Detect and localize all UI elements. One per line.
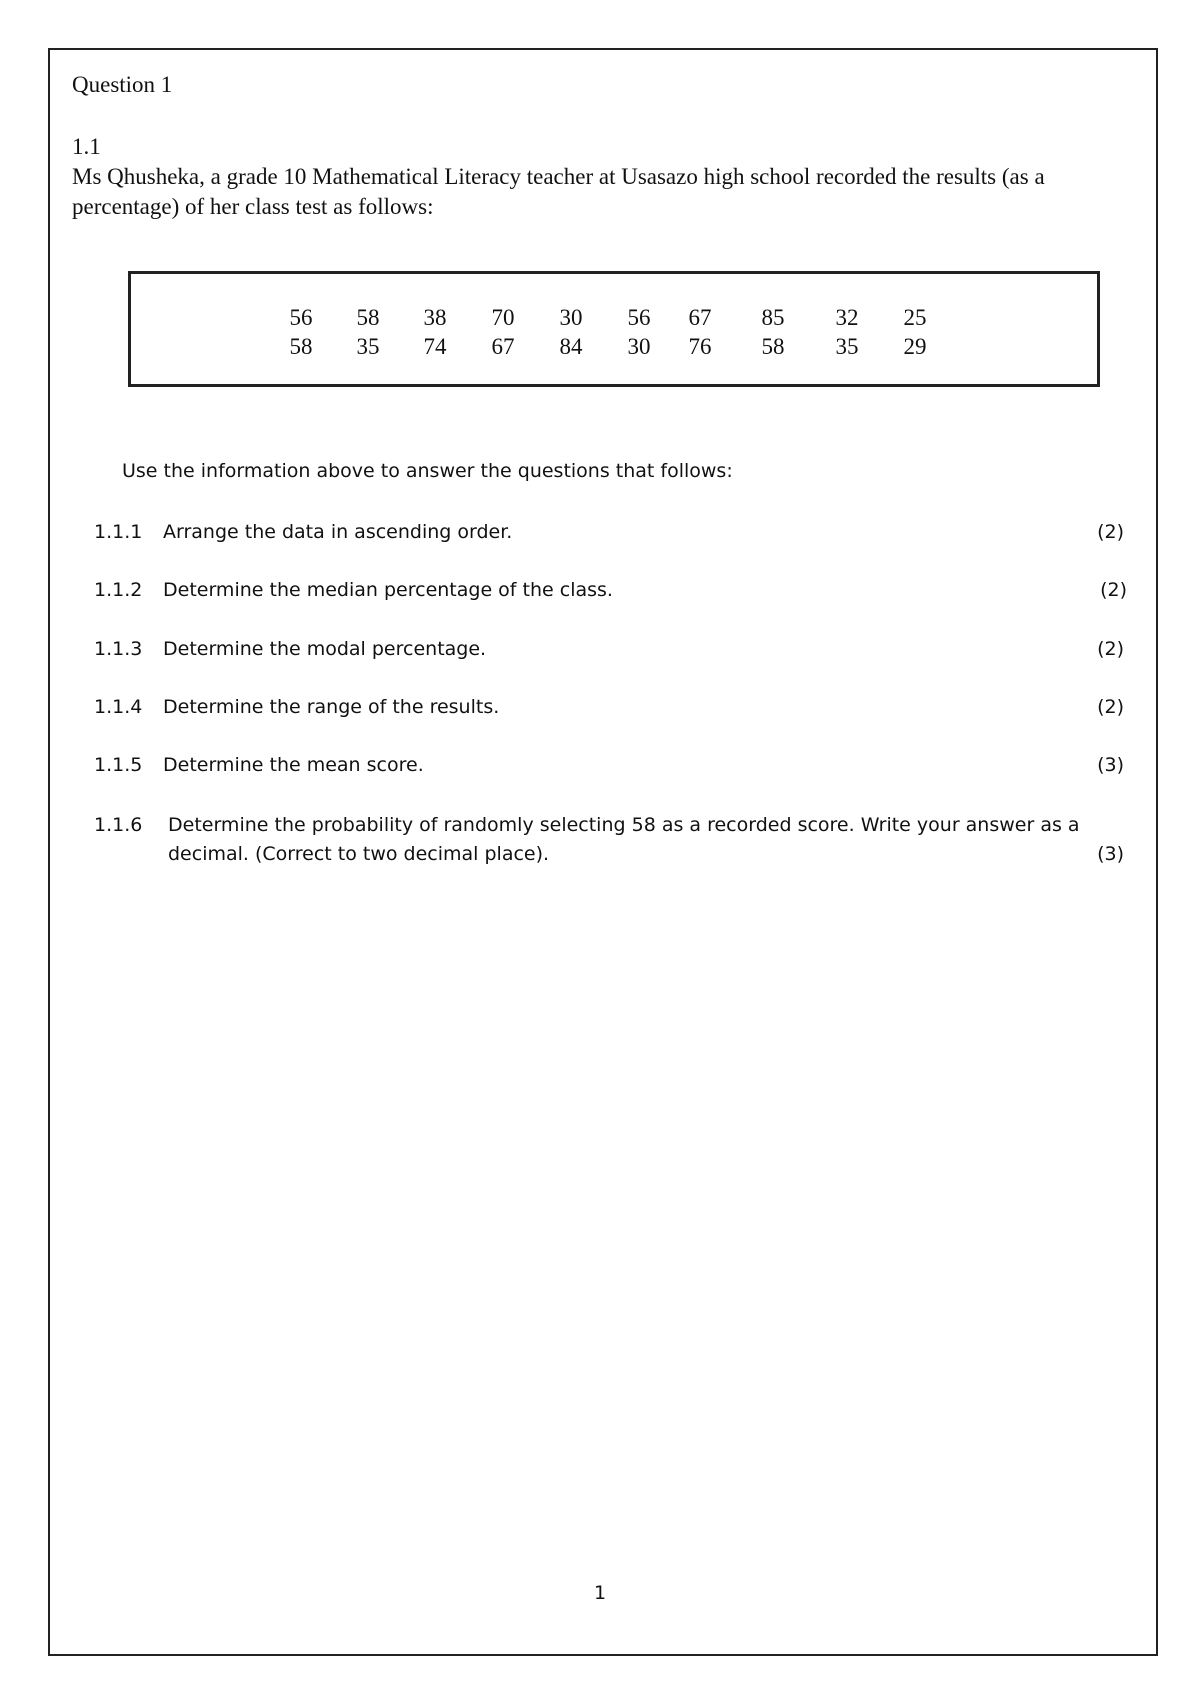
data-row (131, 333, 1097, 361)
data-value: 58 (289, 334, 313, 359)
data-row (131, 304, 1097, 332)
question-marks: (3) (1097, 754, 1124, 776)
data-value: 32 (835, 305, 859, 330)
data-value: 74 (423, 334, 447, 359)
data-value: 35 (835, 334, 859, 359)
sub-question-number: 1.1 (72, 134, 101, 159)
question-text: Determine the mean score. (163, 754, 424, 776)
data-value: 29 (903, 334, 927, 359)
data-value: 70 (491, 305, 515, 330)
question-text: Determine the modal percentage. (163, 638, 487, 660)
question-text: Determine the probability of randomly selecting 58 as a recorded score. Write your answer as a decimal. (Correct to two decimal place). (168, 814, 1080, 865)
data-value: 67 (491, 334, 515, 359)
data-value: 35 (356, 334, 380, 359)
data-value: 30 (559, 305, 583, 330)
data-value: 85 (761, 305, 785, 330)
data-value: 56 (627, 305, 651, 330)
question-text: Determine the median percentage of the class. (163, 579, 613, 601)
intro-paragraph: Ms Qhusheka, a grade 10 Mathematical Literacy teacher at Usasazo high school recorded the results (as a percentage) of her class test as follows: (72, 164, 1045, 219)
question-number: 1.1.6 (94, 814, 143, 836)
question-text: Arrange the data in ascending order. (163, 521, 513, 543)
question-marks: (2) (1097, 638, 1124, 660)
data-value: 76 (688, 334, 712, 359)
page-number: 1 (593, 1582, 607, 1604)
data-value: 58 (761, 334, 785, 359)
data-value: 84 (559, 334, 583, 359)
question-number: 1.1.1 (94, 521, 143, 543)
question-marks: (2) (1097, 696, 1124, 718)
data-value: 38 (423, 305, 447, 330)
data-value: 58 (356, 305, 380, 330)
data-table (128, 271, 1100, 387)
data-value: 56 (289, 305, 313, 330)
question-marks: (3) (1097, 843, 1124, 865)
data-value: 30 (627, 334, 651, 359)
data-value: 25 (903, 305, 927, 330)
question-marks: (2) (1097, 521, 1124, 543)
question-number: 1.1.2 (94, 579, 143, 601)
instruction-text: Use the information above to answer the questions that follows: (122, 460, 733, 482)
question-number: 1.1.5 (94, 754, 143, 776)
question-text: Determine the range of the results. (163, 696, 500, 718)
question-title: Question 1 (72, 72, 173, 97)
question-item (94, 811, 1124, 869)
data-value: 67 (688, 305, 712, 330)
question-marks: (2) (1100, 579, 1127, 601)
question-number: 1.1.4 (94, 696, 143, 718)
question-number: 1.1.3 (94, 638, 143, 660)
